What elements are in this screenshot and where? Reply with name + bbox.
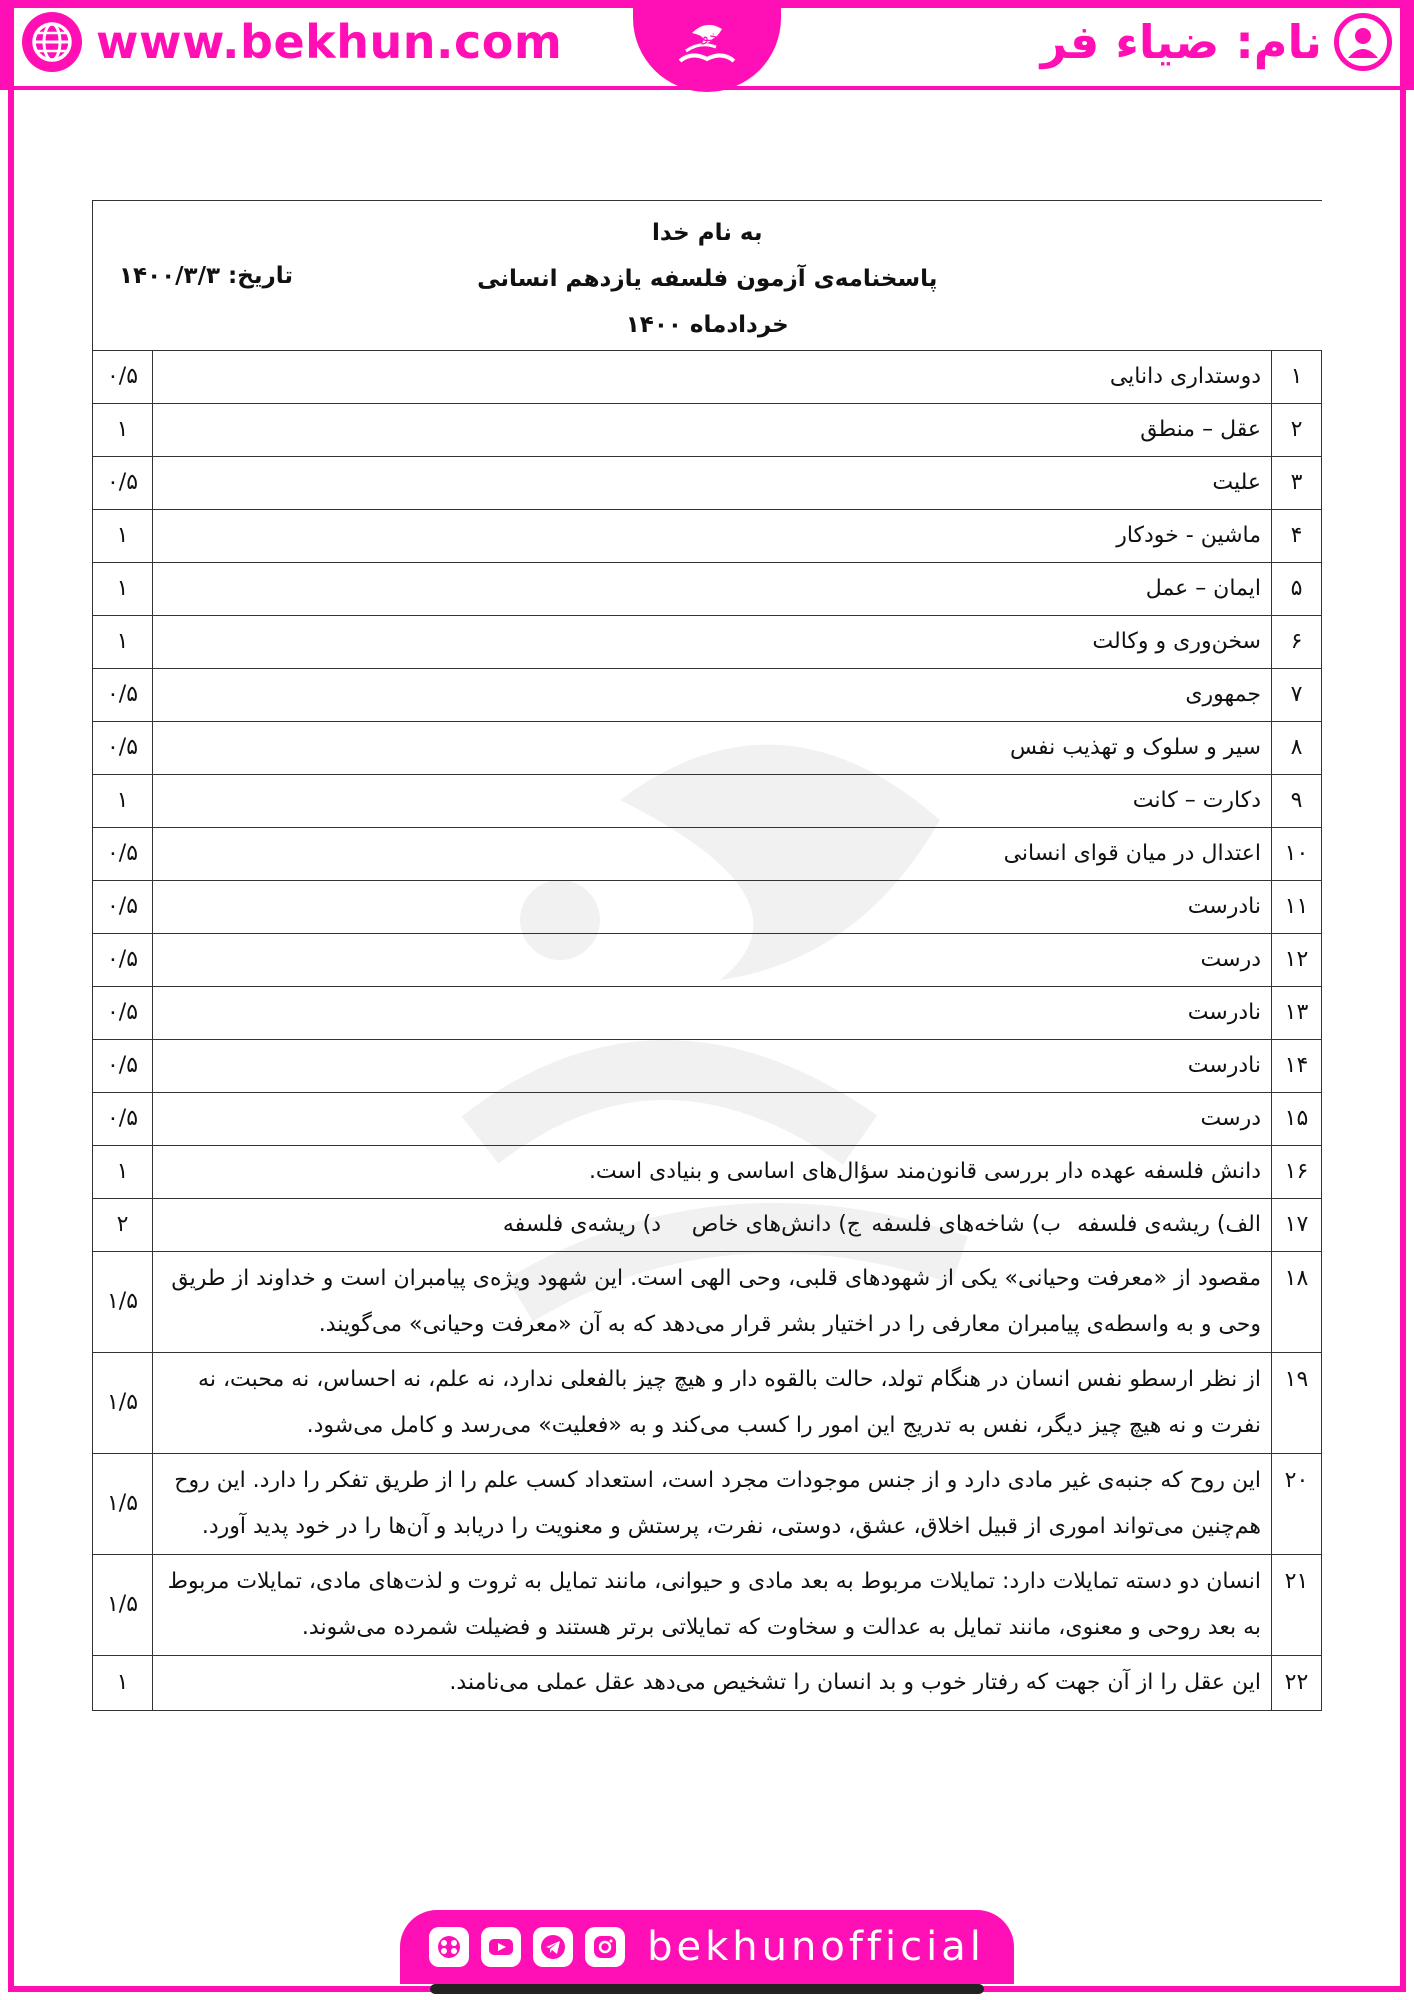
answer-options — [153, 1199, 1272, 1252]
table-row — [93, 1040, 1322, 1093]
answer-text: این عقل را از آن جهت که رفتار خوب و بد انسان را تشخیص می‌دهد عقل عملی می‌نامند. — [153, 1656, 1272, 1711]
table-row — [93, 1353, 1322, 1454]
question-number: ۱۸ — [1272, 1252, 1322, 1353]
question-number: ۱۹ — [1272, 1353, 1322, 1454]
question-score: ۱ — [93, 404, 153, 457]
answer-sheet — [92, 200, 1322, 1711]
answer-text: ایمان – عمل — [153, 563, 1272, 616]
aparat-icon[interactable] — [429, 1927, 469, 1967]
question-number: ۱۲ — [1272, 934, 1322, 987]
question-score: ۱ — [93, 1656, 153, 1711]
user-icon — [1334, 13, 1392, 71]
table-row — [93, 1252, 1322, 1353]
question-number: ۲۱ — [1272, 1555, 1322, 1656]
question-score: ۱/۵ — [93, 1454, 153, 1555]
answer-text: انسان دو دسته تمایلات دارد: تمایلات مربوط به بعد مادی و حیوانی، مانند تمایل به ثروت و لذت‌های مادی، تمایلات مربوط به بعد روحی و معنوی، مانند تمایل به عدالت و سخاوت که تمایلاتی برتر هستند و فضیلت شمرده می‌شوند. — [153, 1555, 1272, 1656]
question-number: ۸ — [1272, 722, 1322, 775]
table-row — [93, 722, 1322, 775]
table-row — [93, 1093, 1322, 1146]
question-score: ۰/۵ — [93, 1040, 153, 1093]
question-number: ۲۲ — [1272, 1656, 1322, 1711]
option-d: د) ریشه‌ی فلسفه — [502, 1212, 661, 1237]
question-score: ۱/۵ — [93, 1252, 153, 1353]
question-score: ۰/۵ — [93, 722, 153, 775]
question-number: ۱ — [1272, 351, 1322, 404]
social-handle[interactable]: bekhunofficial — [647, 1924, 985, 1970]
answer-text: جمهوری — [153, 669, 1272, 722]
table-row — [93, 828, 1322, 881]
question-number: ۱۶ — [1272, 1146, 1322, 1199]
answer-text: عقل – منطق — [153, 404, 1272, 457]
question-number: ۳ — [1272, 457, 1322, 510]
short-answer-rows — [93, 351, 1322, 1199]
table-row — [93, 1199, 1322, 1252]
question-number: ۱۱ — [1272, 881, 1322, 934]
answer-text: از نظر ارسطو نفس انسان در هنگام تولد، حالت بالقوه دار و هیچ چیز بالفعلی ندارد، نه علم، نه احساس، نه محبت، نه نفرت و نه هیچ چیز دیگر، نفس به تدریج این امور را کسب می‌کند و به «فعلیت» می‌رسد و کامل می‌شود. — [153, 1353, 1272, 1454]
question-number: ۵ — [1272, 563, 1322, 616]
question-number: ۹ — [1272, 775, 1322, 828]
question-score: ۱ — [93, 510, 153, 563]
svg-text:بخون: بخون — [691, 29, 723, 45]
question-score: ۱/۵ — [93, 1555, 153, 1656]
answer-text: مقصود از «معرفت وحیانی» یکی از شهودهای قلبی، وحی الهی است. این شهود ویژه‌ی پیامبران است و خداوند از طریق وحی و به واسطه‌ی پیامبران معارفی را در اختیار بشر قرار می‌دهد که به آن «معرفت وحیانی» می‌گویند. — [153, 1252, 1272, 1353]
question-number: ۲ — [1272, 404, 1322, 457]
top-banner — [0, 0, 1414, 90]
question-score: ۰/۵ — [93, 1093, 153, 1146]
answer-text: اعتدال در میان قوای انسانی — [153, 828, 1272, 881]
table-row — [93, 775, 1322, 828]
exam-title: پاسخنامه‌ی آزمون فلسفه یازدهم انسانی — [477, 265, 938, 292]
option-a: الف) ریشه‌ی فلسفه — [1077, 1212, 1261, 1237]
table-row — [93, 404, 1322, 457]
table-row — [93, 351, 1322, 404]
table-row — [93, 934, 1322, 987]
question-score: ۱ — [93, 1146, 153, 1199]
answer-text: دانش فلسفه عهده دار بررسی قانون‌مند سؤال‌های اساسی و بنیادی است. — [153, 1146, 1272, 1199]
table-row — [93, 881, 1322, 934]
table-row — [93, 616, 1322, 669]
table-row — [93, 457, 1322, 510]
table-row — [93, 563, 1322, 616]
table-row — [93, 1555, 1322, 1656]
youtube-icon[interactable] — [481, 1927, 521, 1967]
answer-text: این روح که جنبه‌ی غیر مادی دارد و از جنس موجودات مجرد است، استعداد کسب علم را از طریق تفکر را دارد. این روح هم‌چنین می‌تواند اموری از قبیل اخلاق، عشق، دوستی، نفرت، پرستش و معنویت را دریابد و آن‌ها را در خود پدید آورد. — [153, 1454, 1272, 1555]
option-c: ج) دانش‌های خاص — [691, 1212, 861, 1237]
answer-text: سیر و سلوک و تهذیب نفس — [153, 722, 1272, 775]
question-score: ۰/۵ — [93, 881, 153, 934]
book-logo-icon — [662, 11, 752, 81]
footer-shadow — [430, 1984, 984, 1994]
table-row — [93, 987, 1322, 1040]
answer-table — [92, 200, 1322, 1711]
exam-month: خردادماه ۱۴۰۰ — [625, 311, 789, 338]
instagram-icon[interactable] — [585, 1927, 625, 1967]
question-number: ۱۰ — [1272, 828, 1322, 881]
question-number: ۱۷ — [1272, 1199, 1322, 1252]
long-answer-rows — [93, 1252, 1322, 1711]
table-row — [93, 1656, 1322, 1711]
answer-text: ماشین - خودکار — [153, 510, 1272, 563]
question-score: ۰/۵ — [93, 828, 153, 881]
answer-text: درست — [153, 934, 1272, 987]
exam-date: تاریخ: ۱۴۰۰/۳/۳ — [119, 263, 293, 289]
answer-text: نادرست — [153, 987, 1272, 1040]
question-number: ۱۵ — [1272, 1093, 1322, 1146]
table-row — [93, 669, 1322, 722]
answer-text: درست — [153, 1093, 1272, 1146]
footer-social-bar — [400, 1910, 1014, 1984]
question-number: ۶ — [1272, 616, 1322, 669]
question-score: ۰/۵ — [93, 987, 153, 1040]
website-url[interactable]: www.bekhun.com — [96, 15, 563, 69]
question-number: ۱۳ — [1272, 987, 1322, 1040]
student-name-block — [1041, 12, 1392, 72]
answer-text: نادرست — [153, 881, 1272, 934]
table-row — [93, 1146, 1322, 1199]
website-block[interactable] — [22, 14, 562, 70]
question-score: ۱ — [93, 563, 153, 616]
answer-text: نادرست — [153, 1040, 1272, 1093]
bismillah: به نام خدا — [652, 219, 763, 246]
question-number: ۱۴ — [1272, 1040, 1322, 1093]
answer-text: علیت — [153, 457, 1272, 510]
question-score: ۰/۵ — [93, 457, 153, 510]
answer-text: سخن‌وری و وکالت — [153, 616, 1272, 669]
question-score: ۰/۵ — [93, 351, 153, 404]
telegram-icon[interactable] — [533, 1927, 573, 1967]
student-name: نام: ضیاء فر — [1040, 15, 1322, 69]
sheet-header-row — [93, 201, 1322, 351]
question-score: ۱/۵ — [93, 1353, 153, 1454]
question-number: ۴ — [1272, 510, 1322, 563]
question-score: ۰/۵ — [93, 934, 153, 987]
sheet-header — [93, 201, 1322, 351]
question-score: ۲ — [93, 1199, 153, 1252]
globe-icon — [22, 12, 82, 72]
question-score: ۰/۵ — [93, 669, 153, 722]
answer-text: دوستداری دانایی — [153, 351, 1272, 404]
question-number: ۲۰ — [1272, 1454, 1322, 1555]
answer-text: دکارت – کانت — [153, 775, 1272, 828]
option-b: ب) شاخه‌های فلسفه — [871, 1212, 1061, 1237]
table-row — [93, 1454, 1322, 1555]
question-score: ۱ — [93, 616, 153, 669]
question-number: ۷ — [1272, 669, 1322, 722]
question-score: ۱ — [93, 775, 153, 828]
table-row — [93, 510, 1322, 563]
